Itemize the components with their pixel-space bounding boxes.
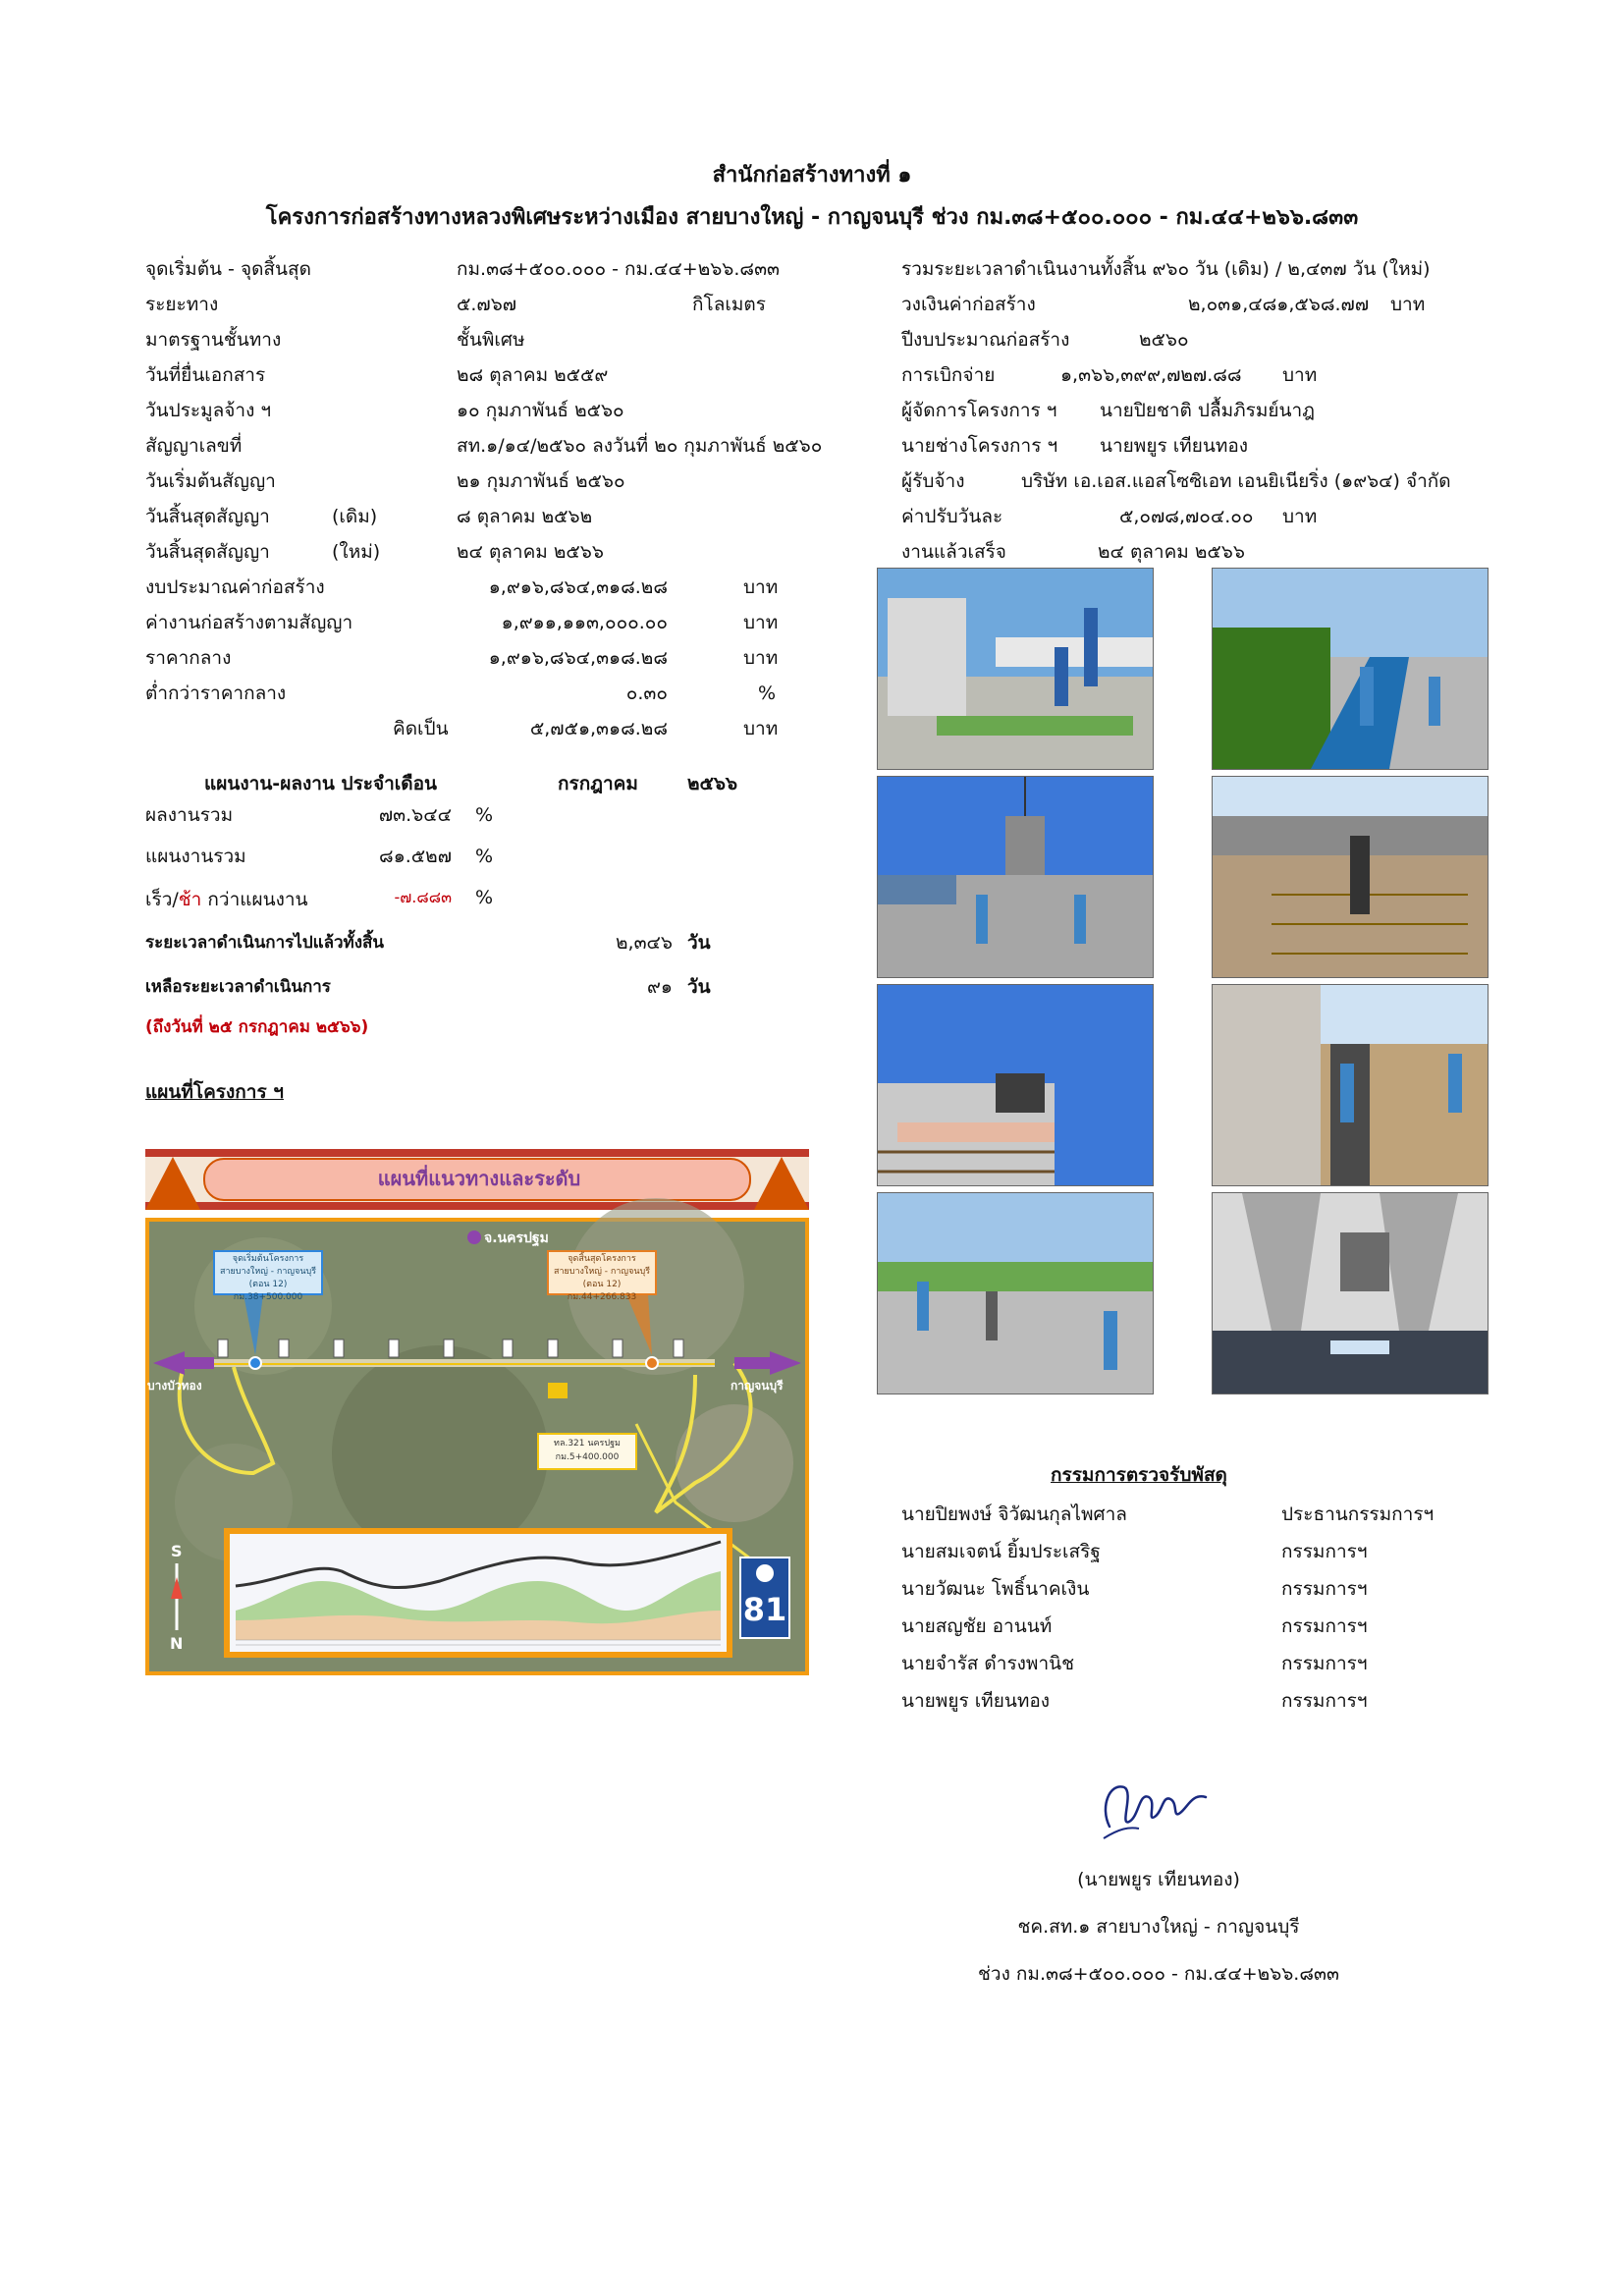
money-unit: บาท — [743, 647, 779, 669]
remaining-label: เหลือระยะเวลาดำเนินการ — [145, 977, 331, 997]
info-value: ๘ ตุลาคม ๒๕๖๒ — [457, 506, 593, 527]
info-label: วันที่ยื่นเอกสาร — [145, 364, 266, 386]
site-photo — [877, 984, 1154, 1186]
site-photo — [877, 776, 1154, 978]
right-label: งานแล้วเสร็จ — [901, 541, 1006, 563]
money-label: ราคากลาง — [145, 647, 232, 669]
compass-n: N — [170, 1634, 184, 1653]
remaining-value: ๙๑ — [647, 976, 673, 998]
info-label: จุดเริ่มต้น - จุดสิ้นสุด — [145, 258, 311, 280]
info-tag: (ใหม่) — [332, 541, 381, 563]
diff-unit: % — [475, 887, 494, 908]
plan-value: ๘๑.๕๒๗ — [379, 846, 452, 867]
compass-s: S — [171, 1542, 183, 1560]
money-label: ต่ำกว่าราคากลาง — [145, 683, 287, 704]
start-box — [216, 1253, 320, 1304]
actual-label: ผลงานรวม — [145, 804, 234, 826]
plan-label: แผนงานรวม — [145, 846, 246, 867]
committee-member-role: กรรมการฯ — [1281, 1541, 1368, 1562]
right-value: ๕,๐๗๘,๗๐๔.๐๐ — [1119, 506, 1254, 527]
total-duration: รวมระยะเวลาดำเนินงานทั้งสิ้น ๙๖๐ วัน (เดิม) / ๒,๔๓๗ วัน (ใหม่) — [901, 258, 1431, 280]
committee-member-role: กรรมการฯ — [1281, 1615, 1368, 1637]
committee-member-name: นายสญชัย อานนท์ — [901, 1615, 1053, 1637]
progress-title: แผนงาน-ผลงาน ประจำเดือน — [204, 773, 438, 794]
info-value: ๒๘ ตุลาคม ๒๕๕๙ — [457, 364, 609, 386]
committee-member-name: นายจำรัส ดำรงพานิช — [901, 1653, 1075, 1674]
right-label: ผู้จัดการโครงการ ฯ — [901, 400, 1057, 421]
right-label: ผู้รับจ้าง — [901, 470, 965, 492]
signer-section: ช่วง กม.๓๘+๕๐๐.๐๐๐ - กม.๔๔+๒๖๖.๘๓๓ — [978, 1963, 1339, 1985]
map-arrow-left-label: บางบัวทอง — [147, 1379, 202, 1393]
committee-title: กรรมการตรวจรับพัสดุ — [1051, 1464, 1227, 1486]
as-of-date: (ถึงวันที่ ๒๕ กรกฎาคม ๒๕๖๖) — [145, 1017, 369, 1037]
handwritten-signature — [1090, 1768, 1218, 1846]
right-value: บริษัท เอ.เอส.แอสโซซิเอท เอนยิเนียริ่ง (๑๙๖๔) จำกัด — [1021, 470, 1451, 492]
info-label: วันสิ้นสุดสัญญา — [145, 506, 270, 527]
end-box — [550, 1253, 654, 1304]
right-value: นายพยูร เทียนทอง — [1100, 435, 1249, 457]
map-province: จ.นครปฐม — [484, 1230, 549, 1246]
actual-value: ๗๓.๖๔๔ — [378, 804, 452, 826]
right-label: นายช่างโครงการ ฯ — [901, 435, 1058, 457]
mid-box-line2: กม.5+400.000 — [555, 1452, 620, 1462]
diff-label — [145, 888, 308, 911]
right-value: ๒,๐๓๑,๔๘๑,๕๖๘.๗๗ — [1188, 294, 1370, 315]
progress-month: กรกฎาคม — [558, 773, 638, 794]
signer-name: (นายพยูร เทียนทอง) — [1077, 1869, 1240, 1890]
right-value: นายปิยชาติ ปลื้มภิรมย์นาฎ — [1100, 400, 1315, 421]
mid-box — [540, 1437, 634, 1464]
money-label: คิดเป็น — [393, 718, 449, 739]
diff-value: -๗.๘๘๓ — [394, 888, 452, 906]
money-unit: บาท — [743, 612, 779, 633]
diff-label-rest: กว่าแผนงาน — [201, 889, 308, 910]
info-value: ๒๑ กุมภาพันธ์ ๒๕๖๐ — [457, 470, 625, 492]
money-unit: บาท — [743, 576, 779, 598]
info-unit: กิโลเมตร — [692, 294, 766, 315]
committee-member-name: นายวัฒนะ โพธิ์นาคเงิน — [901, 1578, 1090, 1600]
money-value: ๑,๙๑๖,๘๖๔,๓๑๘.๒๘ — [488, 647, 668, 669]
info-tag: (เดิม) — [332, 506, 378, 527]
project-title: โครงการก่อสร้างทางหลวงพิเศษระหว่างเมือง สายบางใหญ่ - กาญจนบุรี ช่วง กม.๓๘+๕๐๐.๐๐๐ - กม.๔๔+๒๖๖.๘๓๓ — [265, 205, 1359, 230]
committee-member-role: ประธานกรรมการฯ — [1281, 1503, 1435, 1525]
end-box-km: กม.44+266.833 — [567, 1292, 637, 1302]
right-value: ๒๕๖๐ — [1139, 329, 1189, 351]
site-photo — [877, 1192, 1154, 1394]
committee-member-name: นายพยูร เทียนทอง — [901, 1690, 1051, 1712]
info-label: มาตรฐานชั้นทาง — [145, 329, 282, 351]
diff-label-slow: ช้า — [178, 889, 202, 910]
right-label: การเบิกจ่าย — [901, 364, 996, 386]
money-label: ค่างานก่อสร้างตามสัญญา — [145, 612, 353, 633]
money-value: ๕,๗๕๑,๓๑๘.๒๘ — [529, 718, 668, 739]
start-box-title: จุดเริ่มต้นโครงการ — [232, 1254, 304, 1264]
committee-member-role: กรรมการฯ — [1281, 1653, 1368, 1674]
info-value: สท.๑/๑๔/๒๕๖๐ ลงวันที่ ๒๐ กุมภาพันธ์ ๒๕๖๐ — [457, 435, 823, 457]
map-heading: แผนที่โครงการ ฯ — [145, 1081, 284, 1103]
money-unit: % — [758, 683, 777, 704]
right-label: ปีงบประมาณก่อสร้าง — [901, 329, 1070, 351]
right-value: ๒๔ ตุลาคม ๒๕๖๖ — [1098, 541, 1245, 563]
info-label: ระยะทาง — [145, 294, 219, 315]
progress-year: ๒๕๖๖ — [687, 773, 738, 794]
elapsed-value: ๒,๓๔๖ — [616, 932, 673, 954]
money-label: งบประมาณค่าก่อสร้าง — [145, 576, 325, 598]
right-label: วงเงินค่าก่อสร้าง — [901, 294, 1036, 315]
right-label: ค่าปรับวันละ — [901, 506, 1003, 527]
diff-label-fast: เร็ว/ — [145, 889, 179, 910]
committee-member-name: นายสมเจตน์ ยิ้มประเสริฐ — [901, 1541, 1101, 1562]
map-arrow-right-label: กาญจนบุรี — [731, 1379, 784, 1393]
money-unit: บาท — [743, 718, 779, 739]
start-box-km: กม.38+500.000 — [233, 1292, 303, 1302]
map-banner-title: แผนที่แนวทางและระดับ — [377, 1167, 581, 1190]
committee-member-role: กรรมการฯ — [1281, 1578, 1368, 1600]
money-value: ๑,๙๑๖,๘๖๔,๓๑๘.๒๘ — [488, 576, 668, 598]
info-label: วันประมูลจ้าง ฯ — [145, 400, 272, 421]
actual-unit: % — [475, 804, 494, 826]
info-label: สัญญาเลขที่ — [145, 435, 243, 457]
signer-position: ชค.สท.๑ สายบางใหญ่ - กาญจนบุรี — [1017, 1916, 1300, 1938]
info-value: กม.๓๘+๕๐๐.๐๐๐ - กม.๔๔+๒๖๖.๘๓๓ — [457, 258, 781, 280]
site-photo — [1212, 1192, 1489, 1394]
info-label: วันสิ้นสุดสัญญา — [145, 541, 270, 563]
money-value: ๐.๓๐ — [625, 683, 668, 704]
committee-member-name: นายปิยพงษ์ จิวัฒนกุลไพศาล — [901, 1503, 1127, 1525]
right-value: ๑,๓๖๖,๓๙๙,๗๒๗.๘๘ — [1060, 364, 1242, 386]
site-photo — [1212, 776, 1489, 978]
money-value: ๑,๙๑๑,๑๑๓,๐๐๐.๐๐ — [501, 612, 668, 633]
office-title: สำนักก่อสร้างทางที่ ๑ — [712, 163, 912, 188]
map-graphic — [145, 1149, 809, 1675]
right-unit: บาท — [1390, 294, 1426, 315]
info-value: ๒๔ ตุลาคม ๒๕๖๖ — [457, 541, 604, 563]
site-photo — [1212, 984, 1489, 1186]
route-number: 81 — [742, 1591, 787, 1628]
info-value: ๕.๗๖๗ — [457, 294, 517, 315]
site-photo — [1212, 568, 1489, 770]
elapsed-label: ระยะเวลาดำเนินการไปแล้วทั้งสิ้น — [145, 933, 385, 953]
start-box-line: สายบางใหญ่ - กาญจนบุรี (ตอน 12) — [219, 1267, 317, 1289]
end-box-line: สายบางใหญ่ - กาญจนบุรี (ตอน 12) — [553, 1267, 651, 1289]
end-box-title: จุดสิ้นสุดโครงการ — [568, 1254, 636, 1264]
project-map — [145, 1149, 809, 1675]
remaining-unit: วัน — [687, 976, 711, 998]
info-label: วันเริ่มต้นสัญญา — [145, 470, 276, 492]
committee-member-role: กรรมการฯ — [1281, 1690, 1368, 1712]
right-unit: บาท — [1282, 506, 1318, 527]
site-photo — [877, 568, 1154, 770]
elapsed-unit: วัน — [687, 932, 711, 954]
info-value: ๑๐ กุมภาพันธ์ ๒๕๖๐ — [457, 400, 624, 421]
info-value: ชั้นพิเศษ — [457, 329, 525, 351]
mid-box-line1: ทล.321 นครปฐม — [554, 1439, 621, 1449]
plan-unit: % — [475, 846, 494, 867]
right-unit: บาท — [1282, 364, 1318, 386]
